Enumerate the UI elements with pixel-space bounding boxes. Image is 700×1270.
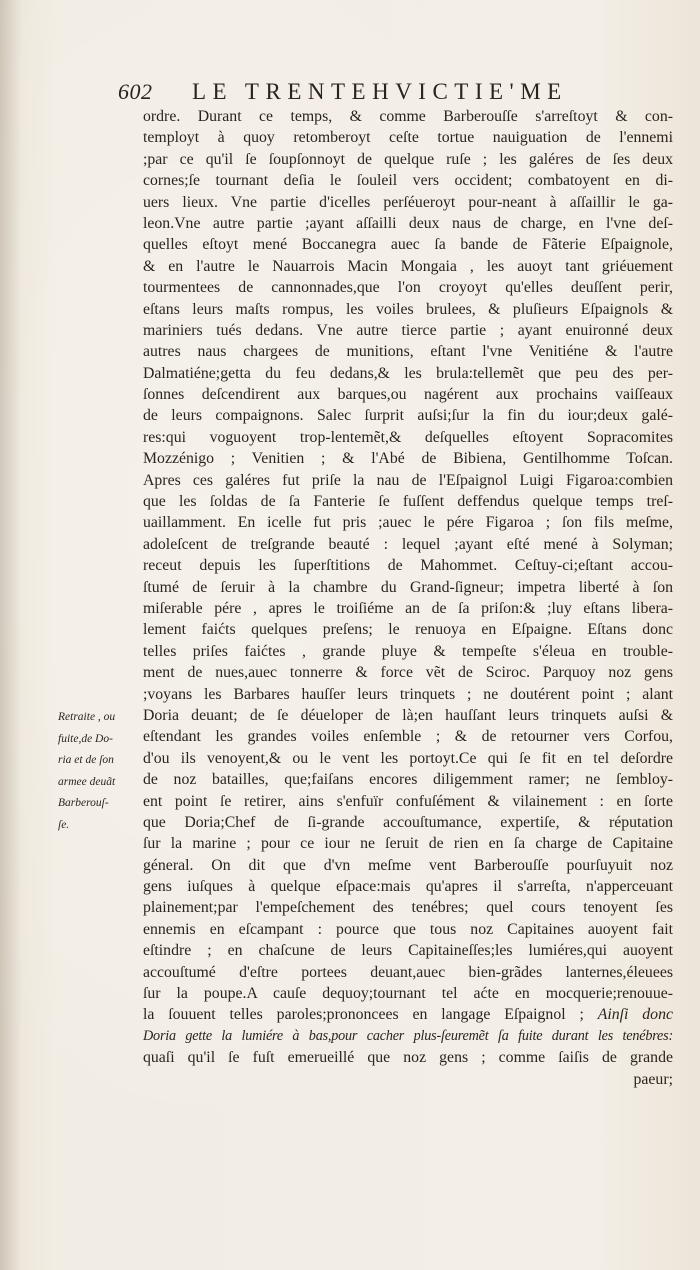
text-line: accouſtumé d'eſtre portees deuant,auec bien-grãdes lanternes,éleuees [143, 963, 673, 981]
text-line: mariniers tués dedans. Vne autre tierce partie ; ayant enuironné deux [143, 321, 673, 339]
text-line: eſtendant les grandes voiles enſemble ; & de retourner vers Corfou, [143, 728, 673, 746]
text-line: d'ou ils venoyent,& ou le vent les portoyt.Ce qui ſe fit en tel deſordre [143, 749, 673, 767]
text-line: autres naus chargees de munitions, eſtant l'vne Venitiéne & l'autre [143, 343, 673, 361]
margin-note-line: armee deuãt [58, 775, 116, 788]
text-line: ennemis en eſcampant : pource que tous noz Capitaines auoyent fait [143, 920, 673, 938]
text-line: adoleſcent de treſgrande beauté : lequel ;ayant eſté mené à Solyman; [143, 535, 673, 553]
text-line: miſerable pére , apres le troiſiéme an de ſa priſon:& ;luy eſtans libera- [143, 599, 673, 617]
text-line: Doria deuant; de ſe déueloper de là;en hauſſant leurs trinquets auſsi & [143, 706, 673, 724]
text-line: ſonnes deſcendirent aux barques,ou nagérent aux prochains vaiſſeaux [143, 386, 673, 404]
text-line: paeur; [633, 1070, 673, 1088]
text-line: gens iuſques à quelque eſpace:mais qu'apres il s'arreſta, n'apperceuant [143, 878, 673, 896]
text-line: eſtans leurs maſts rompus, les voiles brulees, & pluſieurs Eſpaignols & [143, 300, 673, 318]
binding-shadow [0, 0, 22, 1270]
text-line: ent point ſe retirer, ains s'enfuïr confuſément & vilainement : en ſorte [143, 792, 673, 810]
text-line: res:qui voguoyent trop-lentemẽt,& deſquelles eſtoyent Sopracomites [143, 428, 673, 446]
text-segment: la ſouuent telles paroles;prononcees en langage Eſpaignol ; [143, 1006, 598, 1024]
body-text [143, 106, 673, 1090]
margin-note-line: ria et de ſon [58, 754, 114, 766]
margin-note-line: Retraite , ou [58, 711, 116, 723]
text-line: uers lieux. Vne partie d'icelles perſéueroyt pour-neant à aſſaillir le ga- [143, 193, 673, 211]
text-line [143, 1004, 673, 1025]
text-line: & en l'autre le Nauarrois Macin Mongaia , les auoyt tant griéuement [143, 257, 673, 275]
running-title: LE TRENTEHVICTIE'ME [192, 79, 568, 104]
text-line: telles priſes faićtes , grande pluye & tempeſte s'éleua en trouble- [143, 642, 673, 660]
italic-phrase: Ainſi donc [597, 1006, 673, 1024]
text-line: leon.Vne autre partie ;ayant aſſailli deux naus de charge, en l'vne deſ- [143, 214, 673, 232]
text-line: plainement;par l'empeſchement des tenébres; quel cours tenoyent ſes [143, 899, 673, 917]
text-line: ment de nues,auec tonnerre & force vẽt de Sciroc. Parquoy noz gens [143, 664, 673, 682]
margin-note-line: fuite,de Do- [58, 732, 113, 745]
text-line: Doria gette la lumiére à bas,pour cacher plus-ſeuremẽt ſa fuite durant les tenébres: [143, 1027, 673, 1044]
text-line: Mozzénigo ; Venitien ; & l'Abé de Bibiena, Gentilhomme Toſcan. [143, 450, 673, 468]
text-line: Apres ces galéres fut priſe la nau de l'Eſpaignol Luigi Figaroa:combien [143, 471, 673, 489]
text-line: que Doria;Chef de ſi-grande accouſtumance, expertiſe, & réputation [143, 813, 673, 831]
text-line: Dalmatiéne;getta du feu dedans,& les brula:tellemẽt que peu des per- [143, 364, 673, 382]
text-line: de noz batailles, que;faiſans encores diligemment ramer; ne ſembloy- [143, 771, 673, 789]
text-line: ſur la marine ; pour ce iour ne ſeruit de rien en ſa charge de Capitaine [143, 835, 673, 853]
text-line: tourmentees de cannonnades,que l'on croyoyt qu'elles deuſſent perir, [143, 279, 673, 297]
page-number: 602 [118, 79, 153, 104]
margin-note-line: ſe. [58, 818, 70, 831]
text-line: receut depuis les ſuperſtitions de Mahommet. Ceſtuy-ci;eſtant accou- [143, 557, 673, 575]
text-line: eſtindre ; en chaſcune de leurs Capitaineſſes;les lumiéres,qui auoyent [143, 942, 673, 960]
text-line: ſur la poupe.A cauſe dequoy;tournant tel aćte en mocquerie;renouue- [143, 985, 673, 1003]
text-line: que les ſoldas de ſa Fanterie ſe fuſſent deffendus quelque temps treſ- [143, 493, 673, 511]
text-line: de leurs compaignons. Salec ſurprit auſsi;ſur la fin du iour;deux galé- [143, 407, 673, 425]
text-line: ;par ce qu'il ſe ſoupſonnoyt de quelque ruſe ; les galéres de ſes deux [143, 150, 673, 168]
text-line: géneral. On dit que d'vn meſme vent Barberouſſe pourſuyuit noz [143, 856, 673, 874]
text-line: ;voyans les Barbares hauſſer leurs trinquets ; ne doutérent point ; alant [143, 685, 673, 703]
margin-note [58, 707, 138, 836]
text-line: temployt à quoy retomberoyt ceſte tortue nauiguation de l'ennemi [143, 129, 673, 147]
text-line: uaillamment. En icelle fut pris ;auec le pére Figaroa ; ſon fils meſme, [143, 514, 673, 532]
text-line: quaſi qu'il ſe fuſt emerueillé que noz gens ; comme ſaiſis de grande [143, 1049, 673, 1067]
text-line: ſtumé de ſeruir à la chambre du Grand-ſigneur; impetra liberté à ſon [143, 578, 673, 596]
text-line: cornes;ſe tournant deſia le ſouleil vers occident; combatoyent en di- [143, 172, 673, 190]
text-line: ordre. Durant ce temps, & comme Barberouſſe s'arreſtoyt & con- [143, 108, 673, 125]
text-line: lement faićts quelques preſens; le renuoya en Eſpaigne. Eſtans donc [143, 621, 673, 639]
text-line: quelles eſtoyt mené Boccanegra auec ſa bande de Fãterie Eſpaignole, [143, 236, 673, 254]
margin-note-line: Barberouſ- [58, 797, 109, 809]
